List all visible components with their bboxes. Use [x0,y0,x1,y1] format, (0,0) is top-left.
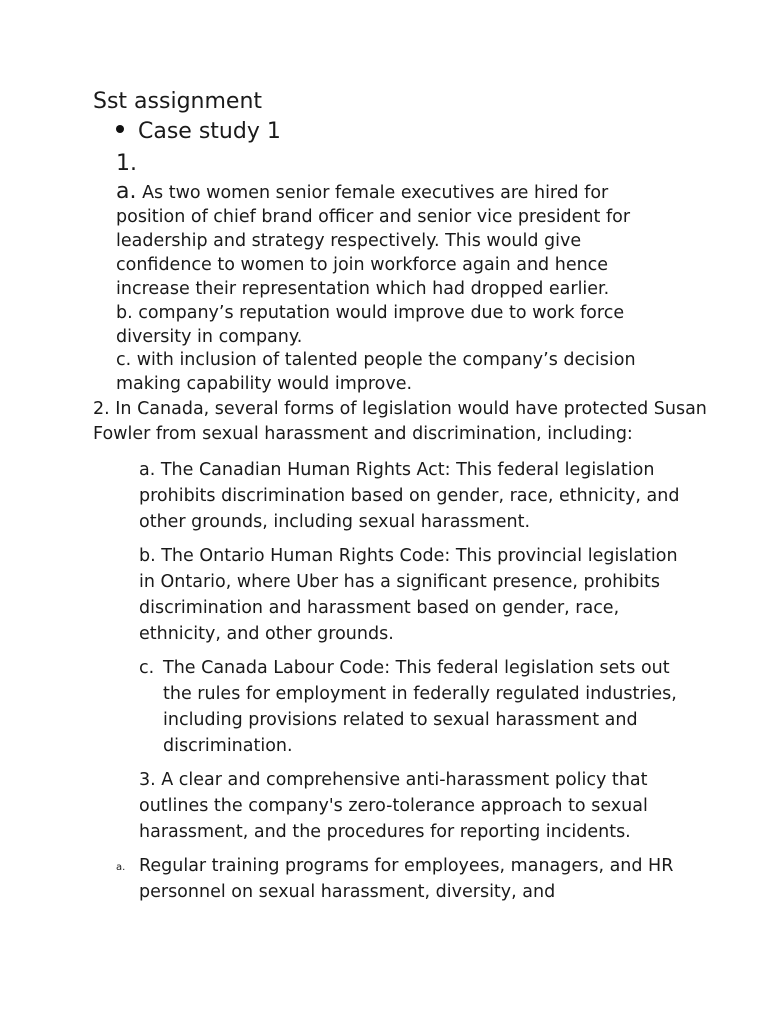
answer-1a-marker: a. [116,179,137,204]
legislation-item-c-marker: c. [139,658,155,678]
legislation-item-a: a. The Canadian Human Rights Act: This federal legislation prohibits discrimination based on gender, race, ethnicity, and other grounds, including sexual harassment. [139,460,680,532]
question-2-intro: 2. In Canada, several forms of legislation would have protected Susan Fowler from sexual harassment and discrimination, including: [93,399,707,444]
answer-1b: b. company’s reputation would improve due to work force diversity in company. [116,303,625,347]
legislation-item-b: b. The Ontario Human Rights Code: This provincial legislation in Ontario, where Uber has a significant presence, prohibits discrimination and harassment based on gender, race, ethnicity, and other grounds. [139,546,678,644]
legislation-item-c [139,655,684,759]
answer-3: 3. A clear and comprehensive anti-harassment policy that outlines the company's zero-tolerance approach to sexual harassment, and the procedures for reporting incidents. [139,770,648,842]
answer-1c: c. with inclusion of talented people the company’s decision making capability would improve. [116,350,636,394]
case-study-heading: Case study 1 [138,119,281,144]
answer-1a-text: As two women senior female executives are hired for position of chief brand officer and senior vice president for leadership and strategy respectively. This would give confidence to women to join workforce again and hence increase their representation which had dropped earlier. [116,183,631,299]
legislation-item-c-text: The Canada Labour Code: This federal legislation sets out the rules for employment in federally regulated industries, including provisions related to sexual harassment and discrimination. [163,658,677,756]
answer-1a [116,180,676,301]
training-item-marker: a. [116,862,126,873]
question-number-one: 1. [116,151,137,176]
document-title: Sst assignment [93,89,263,114]
bullet-icon [116,125,124,133]
case-study-bullet [116,117,281,147]
training-item-text: Regular training programs for employees, managers, and HR personnel on sexual harassment, diversity, and [139,856,674,902]
